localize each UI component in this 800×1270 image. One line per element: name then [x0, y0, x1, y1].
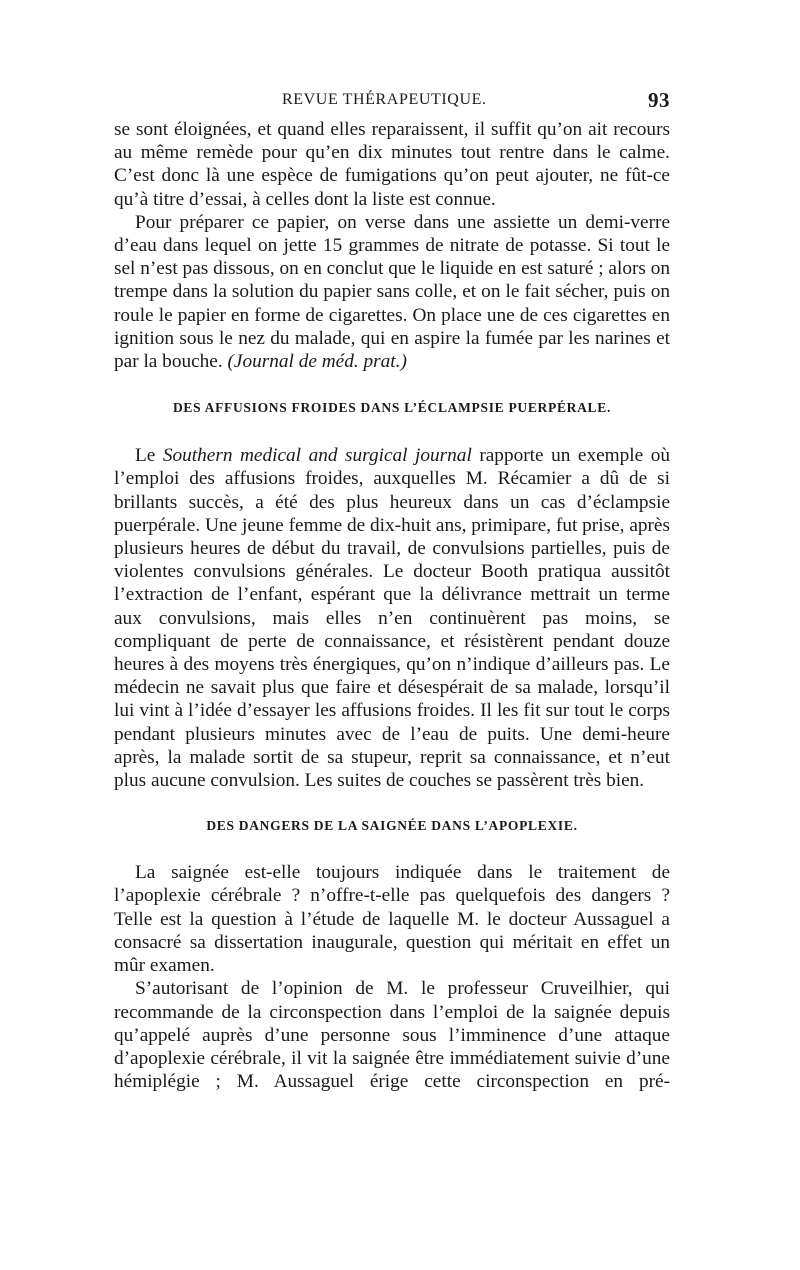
journal-citation: (Journal de méd. prat.)	[227, 351, 407, 373]
paragraph-lead: Le	[135, 445, 163, 467]
paragraph-saignee-question: La saignée est-elle toujours indiquée dans le traitement de l’apoplexie cérébrale ? n’offre-t-elle pas quelquefois des dangers ? Telle est la question à l’étude de laquelle M. le docteur Aussaguel a consacré sa dissertation inaugurale, question qui méritait en effet un mûr examen.	[114, 862, 670, 977]
paragraph-continuation: se sont éloignées, et quand elles reparaissent, il suffit qu’on ait recours au même remède pour qu’en dix minutes tout rentre dans le calme. C’est donc là une espèce de fumigations qu’on peut ajouter, ne fût-ce qu’à titre d’essai, à celles dont la liste est connue.	[114, 119, 670, 210]
paragraph-text: rapporte un exemple où l’emploi des affusions froides, auxquelles M. Récamier a dû de si brillants succès, a été des plus heureux dans un cas d’éclampsie puerpérale. Une jeune femme de dix-huit ans, primipare, fut prise, après plusieurs heures de début du travail, de convulsions partielles, puis de violentes convulsions générales. Le docteur Booth pratiqua aussitôt l’extraction de l’enfant, espérant que la délivrance mettrait un terme aux convulsions, mais elles n’en continuèrent pas moins, se compliquant de perte de connaissance, et résistèrent pendant douze heures à des moyens très énergiques, qu’on n’indique d’ailleurs pas. Le médecin ne savait plus que faire et désespérait de sa malade, lorsqu’il lui vint à l’idée d’essayer les affusions froides. Il les fit sur tout le corps pendant plusieurs minutes avec de l’eau de puits. Une demi-heure après, la malade sortit de sa stupeur, reprit sa connaissance, et n’eut plus aucune convulsion. Les suites de couches se passèrent très bien.	[114, 445, 670, 792]
section-title-affusions: DES AFFUSIONS FROIDES DANS L’ÉCLAMPSIE PUERPÉRALE.	[172, 400, 612, 416]
paragraph-text: Pour préparer ce papier, on verse dans une assiette un demi-verre d’eau dans lequel on jette 15 grammes de nitrate de potasse. Si tout le sel n’est pas dissous, on en conclut que le liquide en est saturé ; alors on trempe dans la solution du papier sans colle, et on le fait sécher, puis on roule le papier en forme de cigarettes. On place une de ces cigarettes en ignition sous le nez du malade, qui en aspire la fumée par les narines et par la bouche.	[114, 211, 670, 373]
page-number: 93	[648, 88, 670, 112]
running-title: REVUE THÉRAPEUTIQUE.	[282, 91, 487, 108]
book-page	[114, 88, 670, 1093]
paragraph-cruveilhier: S’autorisant de l’opinion de M. le professeur Cruveilhier, qui recommande de la circonspection dans l’emploi de la saignée depuis qu’appelé auprès d’une personne sous l’imminence d’une attaque d’apoplexie cérébrale, il vit la saignée être immédiatement suivie d’une hémiplégie ; M. Aussaguel érige cette circonspection en pré-	[114, 978, 670, 1093]
paragraph-eclampsia-case	[114, 444, 670, 792]
section-title-saignee: DES DANGERS DE LA SAIGNÉE DANS L’APOPLEXIE.	[206, 818, 578, 834]
running-head	[114, 88, 670, 118]
paragraph-paper-preparation	[114, 211, 670, 373]
journal-name: Southern medical and surgical journal	[162, 445, 472, 467]
